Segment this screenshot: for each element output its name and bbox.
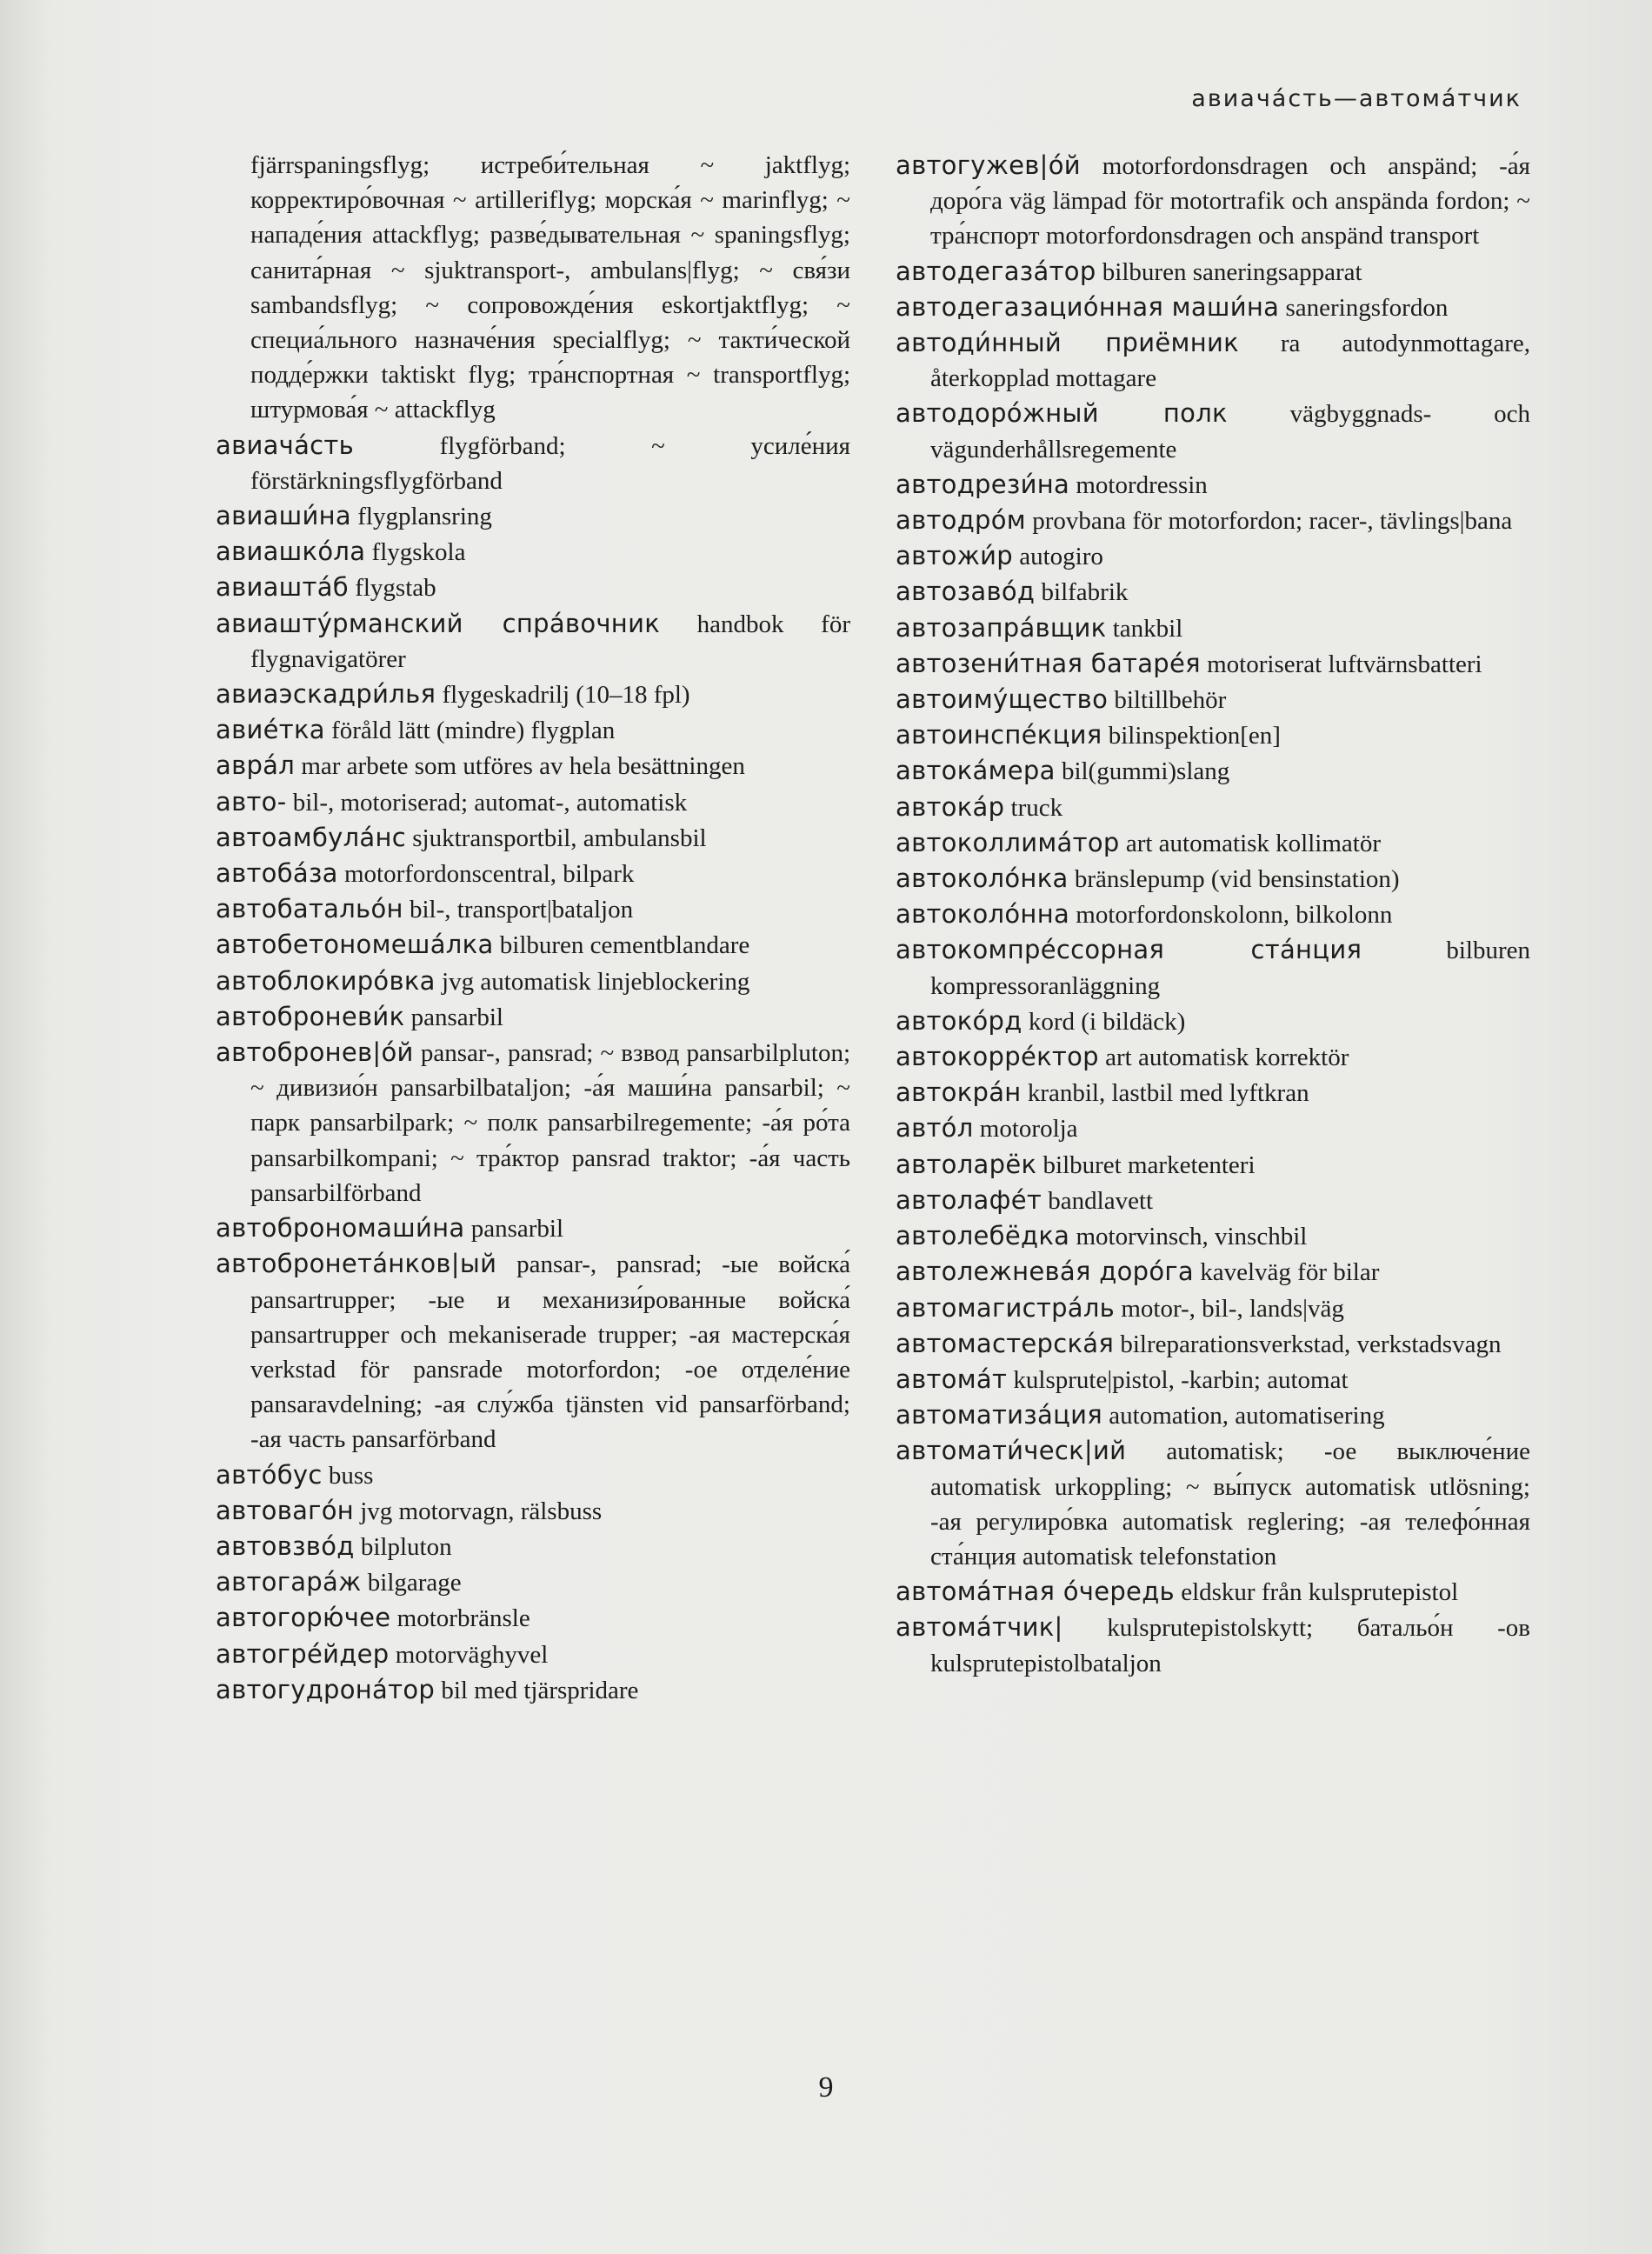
entry-definition: bilreparationsverkstad, verkstadsvagn	[1114, 1330, 1502, 1358]
entry-definition: bilburen saneringsapparat	[1096, 257, 1362, 286]
entry-definition: kulsprute|pistol, -karbin; automat	[1007, 1365, 1349, 1394]
entry-definition: fjärrspaningsflyg; истреби́тельная ~ jaktflyg; корректиро́вочная ~ artilleriflyg; морска́я ~ marinflyg; ~ нападе́ния attackflyg; разве́дывательная ~ spaningsflyg; санита́рная ~ sjuktransport-, ambulans|flyg; ~ свя́зи sambandsflyg; ~ сопровожде́ния eskortjaktflyg; ~ специа́льного назначе́ния specialflyg; ~ такти́ческой подде́ржки taktiskt flyg; тра́нспортная ~ transportflyg; штурмова́я ~ attackflyg	[250, 151, 850, 424]
left-column	[216, 148, 850, 1708]
entry-headword: автоколлима́тор	[896, 827, 1120, 857]
entry-definition: tankbil	[1106, 614, 1183, 643]
entry-headword: автомагистра́ль	[896, 1292, 1116, 1323]
entry-headword: автогре́йдер	[216, 1638, 390, 1669]
entry-headword: автобатальо́н	[216, 894, 403, 924]
dictionary-entry	[216, 148, 850, 428]
entry-headword: авиаэскадри́лья	[216, 679, 436, 710]
entry-definition: biltillbehör	[1108, 686, 1227, 715]
entry-headword: автоамбула́нс	[216, 822, 407, 852]
entry-headword: автоди́нный приёмник	[896, 328, 1239, 358]
entry-definition: jvg motorvagn, rälsbuss	[354, 1497, 603, 1525]
dictionary-entry	[896, 753, 1530, 789]
entry-definition: motoriserat luftvärnsbatteri	[1200, 650, 1482, 678]
entry-definition: motorfordonsdragen och anspänd; -а́я доро́га väg lämpad för motortrafik och anspända fordon; ~ тра́нспорт motorfordonsdragen och anspänd transport	[930, 152, 1530, 250]
dictionary-entry	[896, 682, 1530, 717]
dictionary-entry	[216, 1210, 850, 1246]
dictionary-entry	[216, 1564, 850, 1600]
dictionary-entry	[216, 677, 850, 712]
dictionary-entry	[216, 927, 850, 963]
dictionary-entry	[216, 428, 850, 498]
entry-definition: motorfordonskolonn, bilkolonn	[1069, 901, 1393, 930]
dictionary-entry	[216, 856, 850, 891]
entry-headword: автоба́за	[216, 858, 338, 889]
entry-headword: автобронев|о́й	[216, 1037, 414, 1068]
dictionary-entry	[896, 1147, 1530, 1183]
entry-definition: bilburen kompressoranläggning	[930, 937, 1530, 1000]
entry-definition: automatisk; -ое выключе́ние automatisk urkoppling; ~ вы́пуск automatisk utlösning; -ая регулиро́вка automatisk reglering; -ая телефо́нная ста́нция automatisk telefonstation	[930, 1437, 1530, 1570]
entry-headword: автоиму́щество	[896, 684, 1109, 715]
entry-headword: авра́л	[216, 750, 296, 781]
entry-definition: flygplansring	[351, 503, 492, 531]
dictionary-entry	[216, 606, 850, 677]
entry-headword: автома́т	[896, 1364, 1008, 1394]
dictionary-entry	[216, 498, 850, 534]
entry-headword: автожи́р	[896, 541, 1013, 571]
entry-headword: автома́тчик|	[896, 1612, 1063, 1643]
entry-definition: motorfordonscentral, bilpark	[337, 860, 635, 889]
dictionary-entry	[896, 790, 1530, 825]
entry-headword: авиача́сть	[216, 430, 355, 460]
dictionary-entry	[896, 574, 1530, 610]
dictionary-entry	[896, 290, 1530, 325]
entry-definition: pansar-, pansrad; -ые войска́ pansartrupper; -ые и механизи́рованные войска́ pansartrupper och mekaniserade trupper; -ая мастерска́я verkstad för pansrade motorfordon; -ое отделе́ние pansaravdelning; -ая слу́жба tjänsten vid pansarförband; -ая часть pansarförband	[250, 1250, 850, 1454]
dictionary-entry	[216, 784, 850, 820]
dictionary-entry	[216, 1493, 850, 1529]
entry-definition: pansar-, pansrad; ~ взвод pansarbilpluton; ~ дивизио́н pansarbilbataljon; -а́я маши́на pansarbil; ~ парк pansarbilpark; ~ полк pansarbilregemente; -а́я ро́та pansarbilkompani; ~ тра́ктор pansrad traktor; -а́я часть pansarbilförband	[250, 1039, 850, 1207]
entry-definition: bil(gummi)slang	[1055, 757, 1230, 786]
dictionary-entry	[216, 712, 850, 748]
entry-headword: авиашта́б	[216, 572, 349, 603]
entry-headword: автогара́ж	[216, 1567, 362, 1597]
entry-headword: авиашту́рманский спра́вочник	[216, 608, 661, 638]
entry-definition: sjuktransportbil, ambulansbil	[406, 824, 707, 852]
entry-definition: kavelväg för bilar	[1193, 1258, 1380, 1287]
entry-definition: autogiro	[1012, 543, 1103, 571]
entry-definition: art automatisk kollimatör	[1119, 829, 1381, 857]
entry-definition: föråld lätt (mindre) flygplan	[324, 717, 616, 745]
entry-definition: motorvinsch, vinschbil	[1069, 1223, 1308, 1251]
dictionary-entry	[216, 570, 850, 605]
dictionary-entry	[896, 932, 1530, 1003]
entry-definition: bandlavett	[1042, 1186, 1154, 1215]
entry-definition: jvg automatisk linjeblockering	[435, 967, 750, 996]
dictionary-entry	[896, 325, 1530, 396]
entry-definition: kord (i bildäck)	[1022, 1007, 1186, 1036]
dictionary-entry	[896, 1397, 1530, 1433]
entry-headword: автодрези́на	[896, 469, 1070, 499]
entry-definition: bilburen cementblandare	[493, 931, 750, 960]
dictionary-entry	[216, 1529, 850, 1564]
entry-definition: eldskur från kulsprutepistol	[1174, 1578, 1459, 1607]
entry-headword: автока́р	[896, 791, 1005, 822]
entry-definition: motordressin	[1069, 470, 1208, 499]
entry-definition: bilpluton	[354, 1532, 452, 1561]
entry-headword: автозаво́д	[896, 577, 1036, 607]
dictionary-entry	[896, 610, 1530, 646]
entry-definition: bilinspektion[en]	[1102, 722, 1281, 750]
entry-headword: автомастерска́я	[896, 1328, 1115, 1358]
dictionary-entry	[896, 897, 1530, 932]
dictionary-entry	[216, 1600, 850, 1636]
entry-definition: bilgarage	[361, 1569, 462, 1597]
entry-headword: автоколо́нна	[896, 899, 1070, 930]
entry-headword: автогудрона́тор	[216, 1674, 436, 1704]
running-head: авиачáсть—автомáтчик	[1191, 85, 1522, 112]
dictionary-entry	[896, 1574, 1530, 1610]
entry-definition: vägbyggnads- och vägunderhållsregemente	[930, 400, 1530, 463]
dictionary-entry	[896, 503, 1530, 538]
dictionary-entry	[896, 1610, 1530, 1680]
dictionary-entry	[896, 1218, 1530, 1254]
entry-definition: bil-, transport|bataljon	[403, 896, 634, 924]
entry-headword: автоко́рд	[896, 1005, 1023, 1036]
dictionary-entry	[216, 1672, 850, 1708]
entry-headword: авиашко́ла	[216, 537, 366, 567]
dictionary-entry	[896, 1110, 1530, 1146]
entry-definition: art automatisk korrektör	[1098, 1044, 1349, 1072]
dictionary-entry	[216, 1457, 850, 1493]
entry-definition: pansarbil	[464, 1215, 564, 1244]
page-number: 9	[818, 2071, 834, 2104]
dictionary-entry	[896, 1039, 1530, 1075]
dictionary-entry	[896, 467, 1530, 503]
entry-definition: flygeskadrilj (10–18 fpl)	[436, 681, 690, 710]
entry-headword: авиаши́на	[216, 501, 351, 531]
entry-definition: saneringsfordon	[1279, 293, 1449, 322]
entry-headword: автоинспе́кция	[896, 720, 1102, 750]
entry-headword: автодоро́жный полк	[896, 398, 1228, 429]
entry-headword: автолежнева́я доро́га	[896, 1257, 1194, 1287]
entry-headword: автокорре́ктор	[896, 1042, 1099, 1072]
entry-headword: авто́л	[896, 1113, 974, 1144]
dictionary-entry	[216, 748, 850, 784]
dictionary-entry	[896, 1004, 1530, 1039]
entry-definition: motorväghyvel	[389, 1640, 549, 1669]
entry-definition: motorbränsle	[390, 1604, 530, 1633]
entry-headword: автокомпре́ссорная ста́нция	[896, 935, 1362, 965]
dictionary-entry	[216, 1637, 850, 1672]
dictionary-entry	[216, 820, 850, 856]
entry-definition: pansarbil	[404, 1003, 503, 1031]
dictionary-entry	[216, 999, 850, 1035]
entry-headword: автодегаза́тор	[896, 256, 1096, 286]
entry-definition: motorolja	[973, 1115, 1078, 1144]
dictionary-entry	[216, 1035, 850, 1210]
entry-definition: ra autodynmottagare, återkopplad mottagare	[930, 330, 1530, 393]
entry-definition: kulsprutepistolskytt; батальо́н -ов kulsprutepistolbataljon	[930, 1614, 1530, 1677]
entry-definition: handbok för flygnavigatörer	[250, 610, 850, 673]
entry-headword: автоброномаши́на	[216, 1213, 465, 1244]
dictionary-entry	[896, 148, 1530, 254]
dictionary-entry	[896, 861, 1530, 897]
entry-headword: автома́тная о́чередь	[896, 1577, 1175, 1607]
entry-definition: provbana för motorfordon; racer-, tävlings|bana	[1025, 507, 1513, 536]
entry-headword: авие́тка	[216, 715, 325, 745]
dictionary-entry	[896, 1254, 1530, 1290]
right-column	[896, 148, 1530, 1681]
entry-headword: автоларёк	[896, 1149, 1037, 1179]
entry-headword: автолебёдка	[896, 1221, 1070, 1251]
dictionary-entry	[896, 396, 1530, 466]
dictionary-entry	[896, 646, 1530, 682]
dictionary-entry	[216, 891, 850, 927]
dictionary-entry	[896, 1433, 1530, 1574]
entry-headword: автогужев|о́й	[896, 150, 1081, 180]
entry-headword: автозени́тная батаре́я	[896, 648, 1201, 678]
entry-definition: flygstab	[348, 574, 436, 603]
entry-headword: автозапра́вщик	[896, 612, 1107, 643]
dictionary-entry	[896, 1075, 1530, 1110]
entry-headword: автолафе́т	[896, 1184, 1042, 1215]
dictionary-entry	[896, 1290, 1530, 1326]
entry-headword: автока́мера	[896, 756, 1056, 786]
entry-headword: автомати́ческ|ий	[896, 1436, 1127, 1466]
entry-headword: авто-	[216, 786, 287, 817]
entry-definition: bil med tjärspridare	[435, 1676, 639, 1704]
entry-headword: автоматиза́ция	[896, 1400, 1103, 1430]
entry-definition: kranbil, lastbil med lyftkran	[1021, 1079, 1309, 1108]
entry-headword: авто́бус	[216, 1459, 323, 1490]
entry-definition: flygförband; ~ усиле́ния förstärkningsflygförband	[250, 431, 850, 495]
entry-headword: автодегазацио́нная маши́на	[896, 291, 1280, 322]
entry-definition: motor-, bil-, lands|väg	[1115, 1294, 1344, 1323]
entry-definition: bilburet marketenteri	[1036, 1150, 1256, 1179]
entry-definition: truck	[1004, 793, 1063, 822]
dictionary-entry	[896, 717, 1530, 753]
entry-headword: автогорю́чее	[216, 1603, 391, 1633]
dictionary-entry	[896, 1183, 1530, 1218]
entry-headword: автобронета́нков|ый	[216, 1249, 497, 1279]
entry-headword: автоброневи́к	[216, 1001, 405, 1031]
entry-definition: flygskola	[365, 538, 466, 567]
dictionary-entry	[896, 1326, 1530, 1362]
entry-headword: автоблокиро́вка	[216, 965, 436, 996]
entry-headword: автовзво́д	[216, 1530, 355, 1561]
dictionary-entry	[896, 1362, 1530, 1397]
dictionary-entry	[896, 538, 1530, 574]
entry-headword: автобетономеша́лка	[216, 930, 494, 960]
entry-definition: automation, automatisering	[1102, 1402, 1385, 1430]
entry-headword: автокра́н	[896, 1077, 1022, 1108]
entry-definition: mar arbete som utföres av hela besättningen	[295, 752, 745, 781]
entry-headword: автоколо́нка	[896, 864, 1069, 894]
dictionary-entry	[896, 254, 1530, 290]
entry-headword: автодро́м	[896, 505, 1026, 536]
dictionary-entry	[216, 534, 850, 570]
entry-definition: bilfabrik	[1035, 578, 1129, 607]
dictionary-entry	[896, 825, 1530, 861]
entry-headword: автоваго́н	[216, 1495, 354, 1525]
entry-definition: buss	[322, 1461, 374, 1490]
entry-definition: bil-, motoriserad; automat-, automatisk	[286, 788, 688, 817]
dictionary-entry	[216, 964, 850, 999]
entry-definition: bränslepump (vid bensinstation)	[1068, 865, 1400, 894]
dictionary-entry	[216, 1246, 850, 1457]
